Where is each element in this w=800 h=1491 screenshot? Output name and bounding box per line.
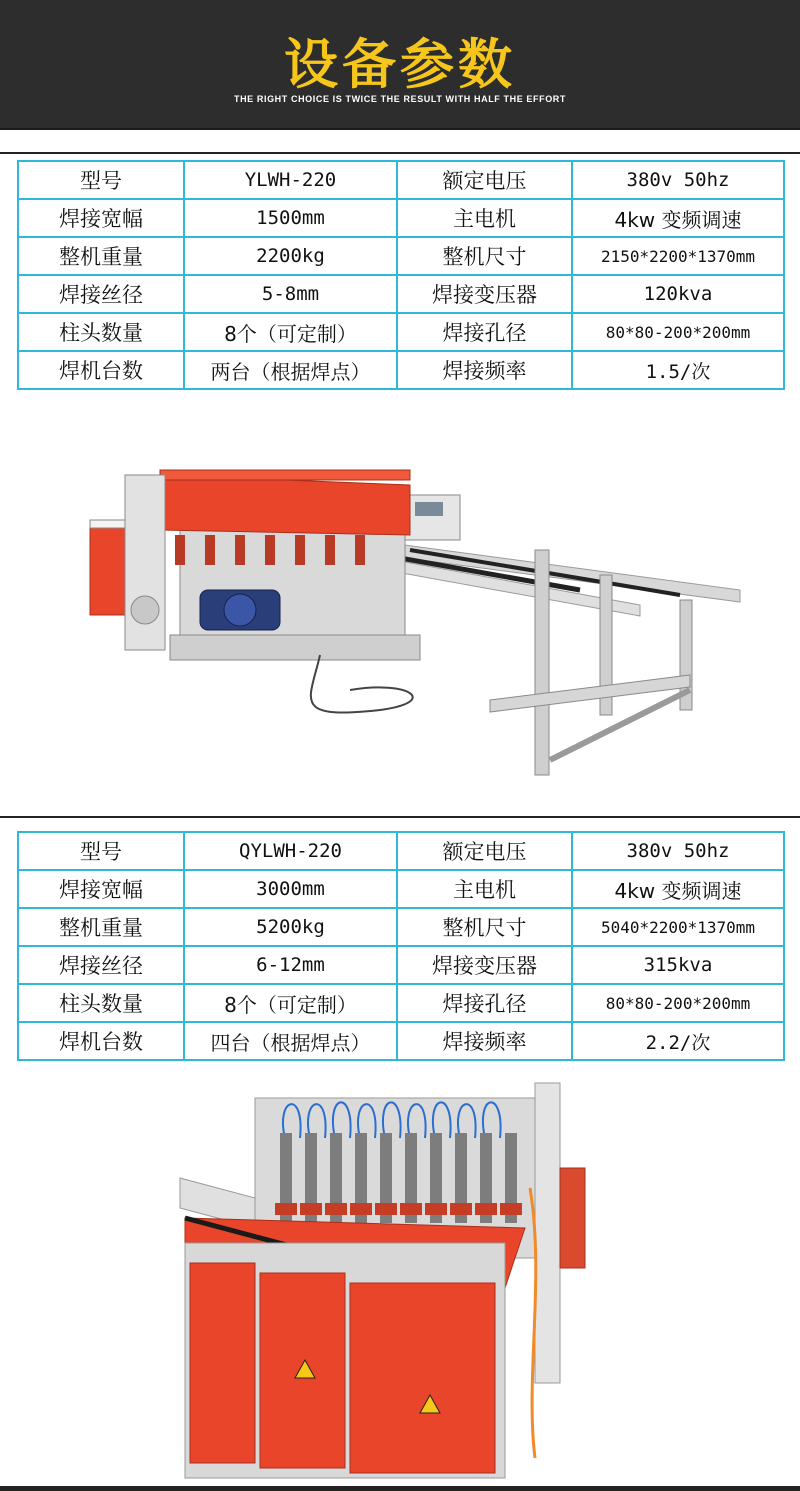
spec-label: 焊接变压器 [397, 946, 572, 984]
spec-value: 80*80-200*200mm [572, 984, 784, 1022]
spec-value: 5-8mm [184, 275, 397, 313]
table-row [18, 351, 784, 389]
spec-value: 4kw 变频调速 [572, 870, 784, 908]
spec-value: 380v 50hz [572, 161, 784, 199]
machine-illustration-2 [175, 1078, 595, 1483]
table-row [18, 908, 784, 946]
spec-label: 整机重量 [18, 908, 184, 946]
spec-value: 8个（可定制） [184, 984, 397, 1022]
spec-label: 焊接宽幅 [18, 199, 184, 237]
spec-value: 3000mm [184, 870, 397, 908]
spec-value: YLWH-220 [184, 161, 397, 199]
spec-value: 80*80-200*200mm [572, 313, 784, 351]
table-row [18, 870, 784, 908]
table-row [18, 237, 784, 275]
spec-value: 1500mm [184, 199, 397, 237]
table-row [18, 832, 784, 870]
spec-label: 主电机 [397, 870, 572, 908]
spec-table-2 [17, 831, 785, 1061]
spec-label: 型号 [18, 161, 184, 199]
spec-value: 8个（可定制） [184, 313, 397, 351]
spec-label: 柱头数量 [18, 313, 184, 351]
spec-value: QYLWH-220 [184, 832, 397, 870]
spec-value: 2.2/次 [572, 1022, 784, 1060]
spec-label: 整机尺寸 [397, 237, 572, 275]
spec-value: 380v 50hz [572, 832, 784, 870]
page-subtitle: THE RIGHT CHOICE IS TWICE THE RESULT WITH HALF THE EFFORT [233, 94, 567, 104]
spec-label: 焊接变压器 [397, 275, 572, 313]
spec-label: 额定电压 [397, 161, 572, 199]
page-title: 设备参数 [284, 33, 516, 96]
spec-table-1 [17, 160, 785, 390]
table-row [18, 199, 784, 237]
spec-value: 5040*2200*1370mm [572, 908, 784, 946]
table-row [18, 984, 784, 1022]
table-row [18, 275, 784, 313]
machine-illustration-1 [80, 440, 750, 785]
spec-value: 两台（根据焊点） [184, 351, 397, 389]
bottom-divider [0, 1486, 800, 1491]
spec-label: 焊接孔径 [397, 984, 572, 1022]
section-divider [0, 152, 800, 154]
spec-label: 焊接宽幅 [18, 870, 184, 908]
spec-value: 315kva [572, 946, 784, 984]
header-banner [0, 0, 800, 130]
mesh-welding-machine-photo [80, 440, 750, 785]
row-welding-machine-photo [175, 1078, 595, 1483]
spec-value: 120kva [572, 275, 784, 313]
spec-label: 焊接孔径 [397, 313, 572, 351]
section-divider [0, 816, 800, 818]
spec-label: 焊接频率 [397, 1022, 572, 1060]
spec-label: 焊机台数 [18, 351, 184, 389]
spec-label: 柱头数量 [18, 984, 184, 1022]
spec-label: 焊接丝径 [18, 946, 184, 984]
spec-value: 4kw 变频调速 [572, 199, 784, 237]
spec-value: 四台（根据焊点） [184, 1022, 397, 1060]
table-row [18, 313, 784, 351]
spec-value: 6-12mm [184, 946, 397, 984]
spec-value: 2200kg [184, 237, 397, 275]
spec-value: 5200kg [184, 908, 397, 946]
table-row [18, 1022, 784, 1060]
spec-label: 焊接丝径 [18, 275, 184, 313]
spec-label: 焊机台数 [18, 1022, 184, 1060]
spec-label: 焊接频率 [397, 351, 572, 389]
spec-label: 主电机 [397, 199, 572, 237]
table-row [18, 161, 784, 199]
spec-label: 整机重量 [18, 237, 184, 275]
table-row [18, 946, 784, 984]
spec-value: 1.5/次 [572, 351, 784, 389]
spec-label: 整机尺寸 [397, 908, 572, 946]
spec-value: 2150*2200*1370mm [572, 237, 784, 275]
spec-label: 额定电压 [397, 832, 572, 870]
spec-label: 型号 [18, 832, 184, 870]
